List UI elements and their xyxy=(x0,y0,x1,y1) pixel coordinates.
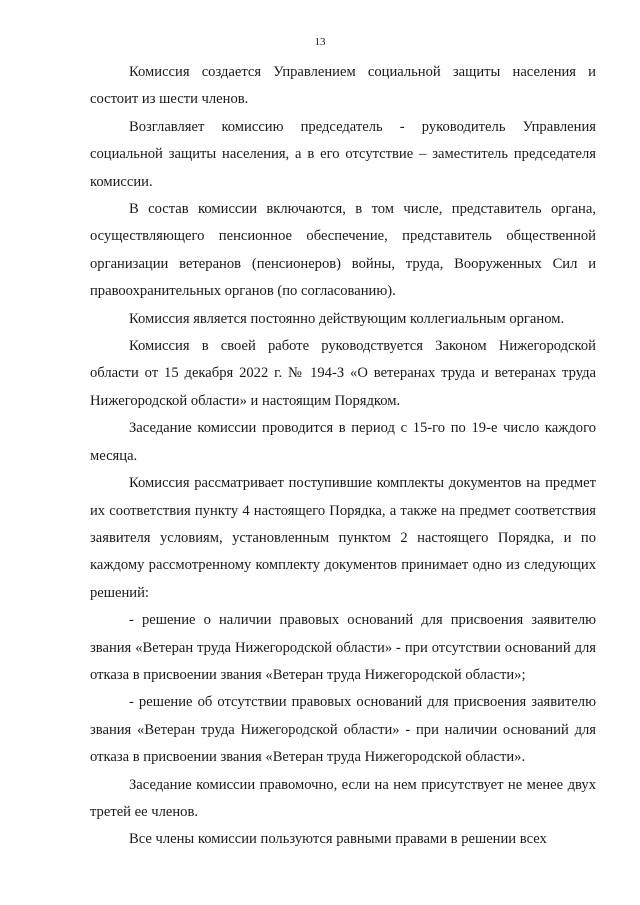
paragraph-composition: В состав комиссии включаются, в том числе, представитель органа, осуществляющего пенсионное обеспечение, представитель общественной организации ветеранов (пенсионеров) войны, труда, Вооруженных Сил и правоохранительных органов (по согласованию). xyxy=(90,201,596,300)
paragraph-legal-basis: Комиссия в своей работе руководствуется Законом Нижегородской области от 15 декабря 2022 г. № 194-З «О ветеранах труда и ветеранах труда Нижегородской области» и настоящим Порядком. xyxy=(90,338,596,409)
paragraph-equal-rights: Все члены комиссии пользуются равными правами в решении всех xyxy=(129,831,547,848)
paragraph-commission-creation: Комиссия создается Управлением социальной защиты населения и состоит из шести членов. xyxy=(90,64,596,108)
document-body xyxy=(90,59,596,854)
paragraph-chairman: Возглавляет комиссию председатель - руководитель Управления социальной защиты населения, а в его отсутствие – заместитель председателя комиссии. xyxy=(90,118,596,190)
paragraph-quorum: Заседание комиссии правомочно, если на нем присутствует не менее двух третей ее членов. xyxy=(90,776,596,820)
paragraph-review-documents: Комиссия рассматривает поступившие комплекты документов на предмет их соответствия пункту 4 настоящего Порядка, а также на предмет соответствия заявителя условиям, установленным пунктом 2 настоящего Порядка, и по каждому рассмотренному комплекту документов принимает одно из следующих решений: xyxy=(90,475,596,601)
paragraph-decision-negative: - решение об отсутствии правовых оснований для присвоения заявителю звания «Ветеран труда Нижегородской области» - при наличии оснований для отказа в присвоении звания «Ветеран труда Нижегородской области». xyxy=(90,694,596,766)
page-number: 13 xyxy=(314,36,326,48)
paragraph-decision-positive: - решение о наличии правовых оснований для присвоения заявителю звания «Ветеран труда Нижегородской области» - при отсутствии оснований для отказа в присвоении звания «Ветеран труда Нижегородской области»; xyxy=(90,612,596,683)
paragraph-permanent-body: Комиссия является постоянно действующим коллегиальным органом. xyxy=(129,310,565,327)
paragraph-meeting-period: Заседание комиссии проводится в период с 15-го по 19-е число каждого месяца. xyxy=(90,420,596,464)
